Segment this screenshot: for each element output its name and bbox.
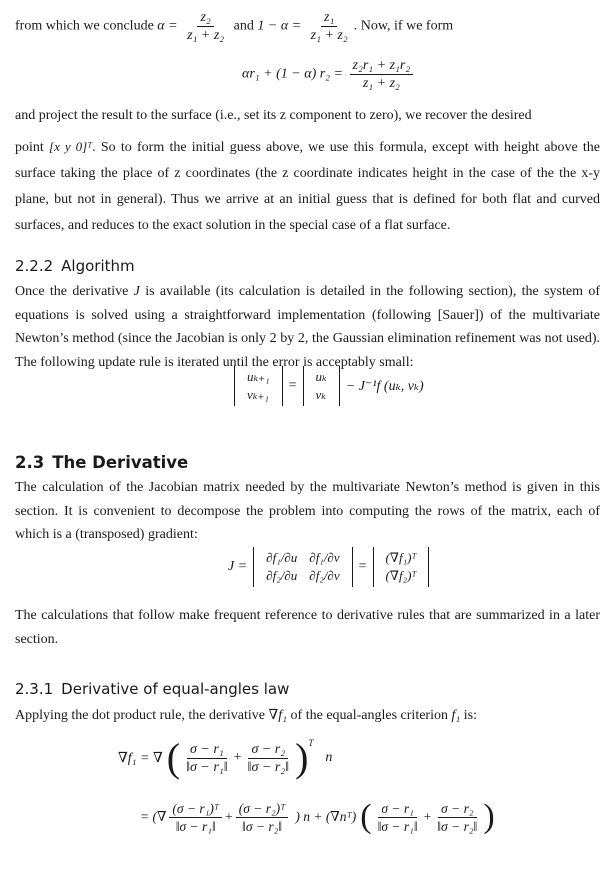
algorithm-text: Once the derivative [15,284,129,299]
fraction-denominator: z₁ + z₂ [362,76,400,91]
equation-interpolation [242,58,416,91]
fraction-numerator: σ − r₁ [187,742,227,759]
fraction-numerator: (σ − r₂)ᵀ [236,801,289,818]
fraction-alpha [184,10,227,43]
vector-next [234,366,283,406]
dot-product-paragraph [15,704,600,728]
section-heading-2-3 [15,453,188,472]
alpha-equals: α = [157,18,178,34]
projection-paragraph [15,104,600,128]
jacobian-symbol: J [133,284,140,299]
section-title: Algorithm [61,257,135,275]
projection-line: and project the result to the surface (i.e., set its z component to zero), we recover the desired [15,108,532,123]
u-next: uₖ₊₁ [247,369,270,384]
fraction-numerator: σ − r₁ [378,801,416,818]
normal-symbol: n [325,750,333,765]
gradient-symbol: ∇f₁ [268,708,288,723]
fraction-numerator: z₂ [197,10,213,27]
gradient-column [373,547,430,587]
unit-vector-3 [375,801,421,834]
equation-gradient-line1 [118,735,333,780]
intro-paragraph [15,10,600,43]
gradient-row: (∇f₁)ᵀ [385,550,417,565]
and-word: and [233,18,254,34]
plus-sign: + [225,809,233,824]
jacobian-lhs: J = [228,559,248,574]
plus-sign: + [233,750,242,765]
gradient-row: (∇f₂)ᵀ [385,568,417,583]
jacobian-matrix [253,547,352,587]
dot-text: Applying the dot product rule, the derivative [15,708,265,723]
equals-sign: = [358,559,367,574]
close-paren: ) [295,735,309,780]
algorithm-text-rest: is available (its calculation is detailed in the following section), the system of equations is solved using a straightforward implementation (following [Sauer]) of the multivariate Newton’s method (since the Jacobian is only 2 by 2, the Gaussian elimination refinement was not used). The following update rule is iterated until the error is acceptably small: [15,284,600,370]
point-vector: [x y 0]ᵀ [49,139,93,154]
fraction-denominator: ‖σ − r₁‖ [175,818,216,834]
fraction-numerator: σ − r₂ [248,742,288,759]
matrix-cell: ∂f₂/∂u [266,568,298,583]
vector-current [303,366,340,406]
unit-vector-2 [245,742,293,775]
section-number: 2.3 [15,453,45,472]
fraction-numerator: z₁ [321,10,337,27]
u-current: uₖ [315,369,327,384]
fraction-numerator: σ − r₂ [438,801,476,818]
fraction-one-minus-alpha [308,10,351,43]
fraction-numerator: (σ − r₁)ᵀ [169,801,222,818]
section-number: 2.2.2 [15,257,54,275]
intro-tail: . Now, if we form [353,18,454,34]
equation-jacobian [228,547,429,587]
plus-sign: + [423,809,432,824]
fraction-denominator: z₁ + z₂ [187,28,225,43]
gradient-lead: = (∇ [140,809,167,824]
open-paren: ( [360,798,372,835]
equation-update-rule [234,366,424,406]
algorithm-paragraph [15,280,600,374]
section-heading-2-3-1 [15,680,289,698]
v-current: vₖ [315,387,327,402]
dot-text-mid: of the equal-angles criterion [290,708,448,723]
equation-lhs: αr₁ + (1 − α) r₂ = [242,66,343,82]
section-title: Derivative of equal-angles law [61,680,290,698]
matrix-cell: ∂f₂/∂v [309,568,340,583]
transposed-unit-1 [169,801,222,834]
fraction-numerator: z₂r₁ + z₁r₂ [350,58,414,75]
matrix-cell: ∂f₁/∂u [266,550,298,565]
transposed-unit-2 [236,801,289,834]
equals-sign: = [288,378,297,393]
update-rest: − J⁻¹f (uₖ, vₖ) [345,378,424,394]
criterion-symbol: f₁ [451,708,461,723]
open-paren: ( [166,735,181,780]
one-minus-alpha: 1 − α = [257,18,302,34]
close-paren: ) [483,798,495,835]
equation-fraction [350,58,414,91]
section-title: The Derivative [52,453,189,472]
matrix-cell: ∂f₁/∂v [309,550,340,565]
fraction-denominator: ‖σ − r₁‖ [186,759,228,775]
projection-rest: . So to form the initial guess above, we use this formula, except with height above the surface taking the place of z coordinates (the z coordinate indicates height in the case of the the x-y plane, but not in general). Thus we arrive at an initial guess that is defined for both flat and curved surfaces, and reduces to the exact solution in the special case of a flat surface. [15,140,600,233]
gradient-mid: ) n + (∇nᵀ) [295,809,357,824]
fraction-denominator: ‖σ − r₂‖ [247,759,290,775]
dot-text-end: is: [463,708,477,723]
projection-paragraph-body [15,134,600,239]
point-word: point [15,140,44,155]
intro-text: from which we conclude [15,18,154,34]
section-number: 2.3.1 [15,680,54,698]
v-next: vₖ₊₁ [247,387,269,402]
section-heading-2-2-2 [15,257,135,275]
reference-paragraph: The calculations that follow make frequent reference to derivative rules that are summarized in a later section. [15,608,600,647]
fraction-denominator: z₁ + z₂ [310,28,348,43]
unit-vector-4 [434,801,480,834]
unit-vector-1 [183,742,231,775]
gradient-lhs: ∇f₁ = ∇ [118,750,163,766]
derivative-paragraph: The calculation of the Jacobian matrix needed by the multivariate Newton’s method is given in this section. It is convenient to decompose the problem into computing the rows of the matrix, each of which is a (transposed) gradient: [15,480,600,542]
transpose-mark: T [308,738,314,748]
fraction-denominator: ‖σ − r₂‖ [242,818,283,834]
equation-gradient-line2 [140,800,495,834]
fraction-denominator: ‖σ − r₁‖ [377,818,418,834]
fraction-denominator: ‖σ − r₂‖ [437,818,478,834]
